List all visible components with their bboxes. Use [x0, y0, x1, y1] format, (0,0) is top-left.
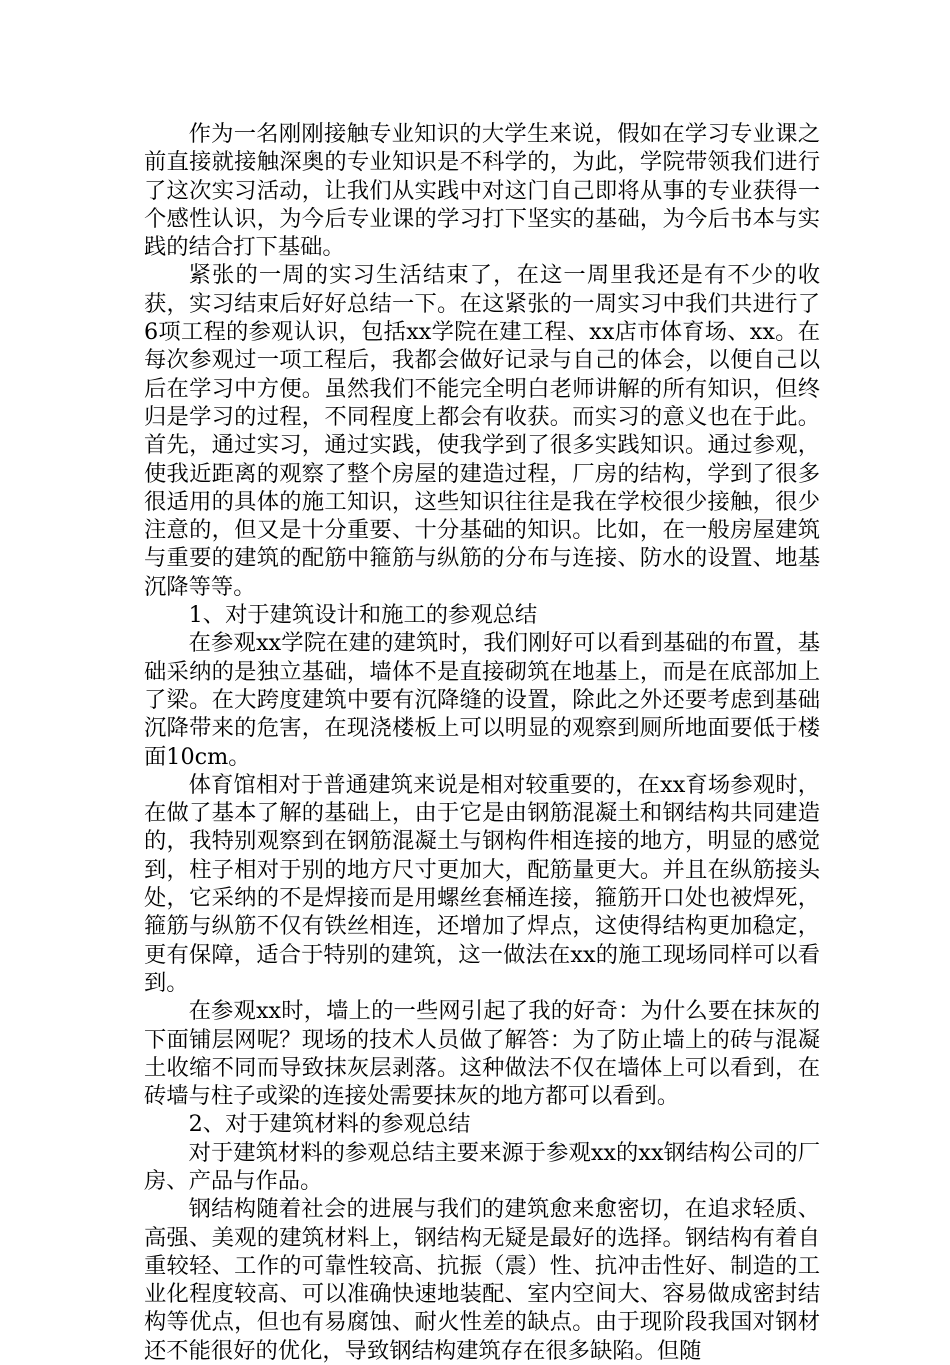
section-heading-design-construction: 1、对于建筑设计和施工的参观总结	[188, 602, 538, 629]
paragraph-summary: 紧张的一周的实习生活结束了，在这一周里我还是有不少的收获，实习结束后好好总结一下。在这紧张的一周实习中我们共进行了6项工程的参观认识，包括xx学院在建工程、xx店市体育场、xx。在每次参观过一项工程后，我都会做好记录与自己的体会，以便自己以后在学习中方便。虽然我们不能完全明白老师讲解的所有知识，但终归是学习的过程，不同程度上都会有收获。而实习的意义也在于此。首先，通过实习，通过实践，使我学到了很多实践知识。通过参观，使我近距离的观察了整个房屋的建造过程，厂房的结构，学到了很多很适用的具体的施工知识，这些知识往往是我在学校很少接触，很少注意的，但又是十分重要、十分基础的知识。比如，在一般房屋建筑与重要的建筑的配筋中箍筋与纵筋的分布与连接、防水的设置、地基沉降等等。	[144, 262, 820, 600]
paragraph-plaster-mesh: 在参观xx时，墙上的一些网引起了我的好奇：为什么要在抹灰的下面铺层网呢？现场的技术人员做了解答：为了防止墙上的砖与混凝土收缩不同而导致抹灰层剥落。这种做法不仅在墙体上可以看到，在砖墙与柱子或梁的连接处需要抹灰的地方都可以看到。	[144, 998, 820, 1110]
document-page	[144, 120, 820, 1365]
paragraph-gymnasium: 体育馆相对于普通建筑来说是相对较重要的，在xx育场参观时，在做了基本了解的基础上，由于它是由钢筋混凝土和钢结构共同建造的，我特别观察到在钢筋混凝土与钢构件相连接的地方，明显的感觉到，柱子相对于别的地方尺寸更加大，配筋量更大。并且在纵筋接头处，它采纳的不是焊接而是用螺丝套桶连接，箍筋开口处也被焊死，箍筋与纵筋不仅有铁丝相连，还增加了焊点，这使得结构更加稳定，更有保障，适合于特别的建筑，这一做法在xx的施工现场同样可以看到。	[144, 771, 820, 996]
paragraph-intro: 作为一名刚刚接触专业知识的大学生来说，假如在学习专业课之前直接就接触深奥的专业知识是不科学的，为此，学院带领我们进行了这次实习活动，让我们从实践中对这门自己即将从事的专业获得一个感性认识，为今后专业课的学习打下坚实的基础，为今后书本与实践的结合打下基础。	[144, 121, 820, 261]
section-heading-materials: 2、对于建筑材料的参观总结	[188, 1111, 471, 1138]
paragraph-materials-source: 对于建筑材料的参观总结主要来源于参观xx的xx钢结构公司的厂房、产品与作品。	[144, 1139, 820, 1194]
paragraph-steel-structure: 钢结构随着社会的进展与我们的建筑愈来愈密切，在追求轻质、高强、美观的建筑材料上，钢结构无疑是最好的选择。钢结构有着自重较轻、工作的可靠性较高、抗振（震）性、抗冲击性好、制造的工业化程度较高、可以准确快速地装配、室内空间大、容易做成密封结构等优点，但也有易腐蚀、耐火性差的缺点。由于现阶段我国对钢材还不能很好的优化，导致钢结构建筑存在很多缺陷。但随	[144, 1196, 820, 1364]
paragraph-foundation: 在参观xx学院在建的建筑时，我们刚好可以看到基础的布置，基础采纳的是独立基础，墙体不是直接砌筑在地基上，而是在底部加上了梁。在大跨度建筑中要有沉降缝的设置，除此之外还要考虑到基础沉降带来的危害，在现浇楼板上可以明显的观察到厕所地面要低于楼面10cm。	[144, 630, 820, 770]
